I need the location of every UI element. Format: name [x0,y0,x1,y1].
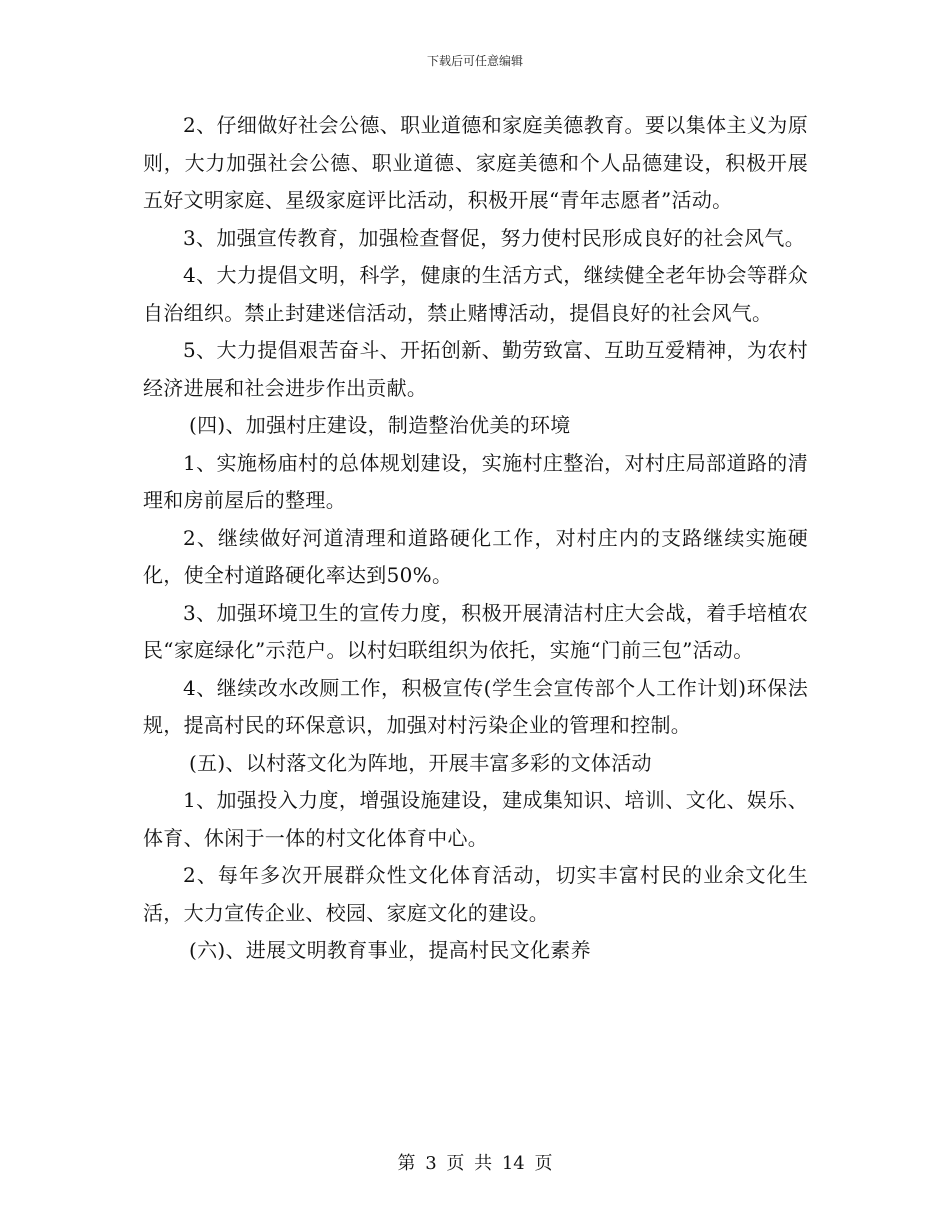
paragraph-item-2-morality-education: 2、仔细做好社会公德、职业道德和家庭美德教育。要以集体主义为原则，大力加强社会公德、职业道德、家庭美德和个人品德建设，积极开展五好文明家庭、星级家庭评比活动，积极开展“青年志愿者”活动。 [143,113,808,212]
paragraph-item-4-water-toilet-reform: 4、继续改水改厕工作，积极宣传(学生会宣传部个人工作计划)环保法规，提高村民的环保意识，加强对村污染企业的管理和控制。 [143,675,808,737]
section-heading-6-education: (六)、进展文明教育事业，提高村民文化素养 [189,938,591,962]
paragraph-item-2-mass-sports-activities: 2、每年多次开展群众性文化体育活动，切实丰富村民的业余文化生活，大力宣传企业、校园、家庭文化的建设。 [143,863,808,925]
paragraph-item-1-culture-center: 1、加强投入力度，增强设施建设，建成集知识、培训、文化、娱乐、体育、休闲于一体的村文化体育中心。 [143,788,808,850]
page-header: 下载后可任意编辑 [426,54,523,68]
document-body [143,107,808,970]
page-number-footer: 第 3 页 共 14 页 [397,1153,553,1174]
paragraph-item-2-road-hardening: 2、继续做好河道清理和道路硬化工作，对村庄内的支路继续实施硬化，使全村道路硬化率达到50%。 [143,525,808,587]
section-heading-5-cultural-activities: (五)、以村落文化为阵地，开展丰富多彩的文体活动 [189,750,652,775]
paragraph-item-3-publicity-education: 3、加强宣传教育，加强检查督促，努力使村民形成良好的社会风气。 [183,225,806,250]
section-heading-4-village-construction: (四)、加强村庄建设，制造整治优美的环境 [189,413,571,437]
paragraph-item-4-civilized-lifestyle: 4、大力提倡文明，科学，健康的生活方式，继续健全老年协会等群众自治组织。禁止封建迷信活动，禁止赌博活动，提倡良好的社会风气。 [143,263,808,325]
paragraph-item-5-hard-work-spirit: 5、大力提倡艰苦奋斗、开拓创新、勤劳致富、互助互爱精神，为农村经济进展和社会进步作出贡献。 [143,338,808,400]
paragraph-item-1-village-planning: 1、实施杨庙村的总体规划建设，实施村庄整治，对村庄局部道路的清理和房前屋后的整理。 [143,450,808,512]
paragraph-item-3-environmental-sanitation: 3、加强环境卫生的宣传力度，积极开展清洁村庄大会战，着手培植农民“家庭绿化”示范户。以村妇联组织为依托，实施“门前三包”活动。 [143,600,808,662]
